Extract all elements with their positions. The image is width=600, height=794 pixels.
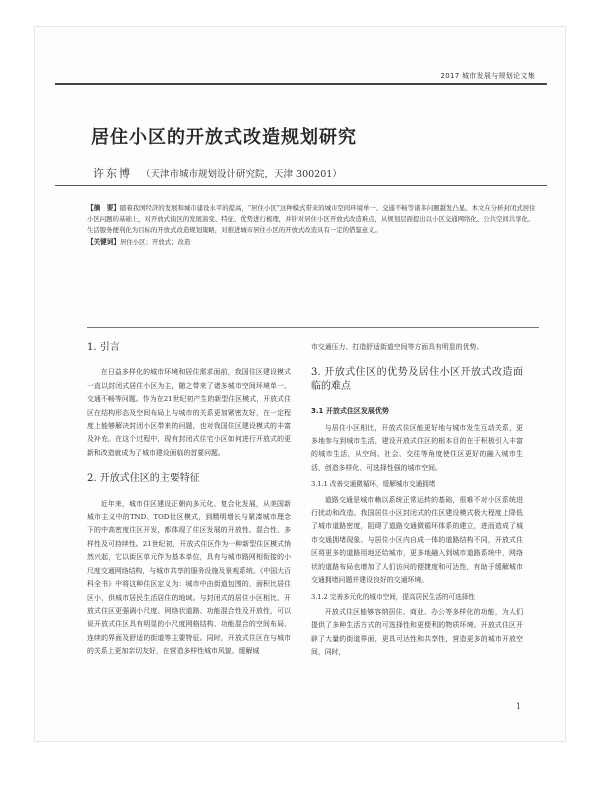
body-paragraph: 在日益多样化的城市环境和居住需求面前，我国住区建设模式一直以封闭式居住小区为主，随之带来了诸多城市空间环境单一、交通不畅等问题。作为在21世纪初产生的新型住区模式，开放式住区在结构形态及空间布局上与城市的关系更加紧密友好，在一定程度上能够解决封闭小区带来的问题，也对我国住区建设模式的丰富及补充。在这个过程中，现有封闭式住宅小区如何进行开放式的更新和改造就成为了城市建设面临的首要问题。 bbox=[87, 368, 291, 457]
section-heading-intro: 1. 引言 bbox=[87, 342, 120, 353]
keywords-block bbox=[87, 237, 539, 248]
section-heading-features: 2. 开放式住区的主要特征 bbox=[87, 473, 200, 485]
paper-page bbox=[34, 26, 566, 742]
author-affiliation: （天津市城市规划设计研究院，天津 300201） bbox=[141, 169, 342, 180]
author-name: 许东博 bbox=[93, 167, 132, 180]
subsubsection-heading: 3.1.2 完善多元化的城市空间，提高居民生活的可选择性 bbox=[311, 592, 475, 601]
header-rule bbox=[55, 83, 547, 85]
abstract-text: 随着我国经济的发展和城市建设水平的提高，“居住小区”这种模式带来的城市空间环境单一、交通不畅等诸多问题越发凸显。本文在分析封闭式居住小区问题的基础上，对开放式街区的发展演变、特征、优势进行梳理，并针对居住小区开放式改造难点，从规划层面提出以小区交通网络化、公共空间共享化、生活服务便利化为目标的开放式改造规划策略，对推进城市居住小区的开放式改造具有一定的借鉴意义。 bbox=[87, 204, 536, 235]
subsubsection-heading: 3.1.1 改善交通微循环，缓解城市交通拥堵 bbox=[311, 480, 436, 489]
body-paragraph: 与居住小区相比，开放式住区能更好地与城市发生互动关系，更多地参与到城市生活，建设开放式住区的根本目的在于积极引入丰富的城市生活，从空间、社会、交往等角度使住区更好的融入城市生活，创造多样化、可选择性强的城市空间。 bbox=[311, 423, 523, 472]
left-column bbox=[87, 341, 291, 659]
keywords-text: 居住小区；开放式；改造 bbox=[119, 237, 191, 246]
title-rule bbox=[55, 185, 547, 186]
body-paragraph-continued: 市交通压力、打造舒适街道空间等方面具有明显的优势。 bbox=[311, 343, 484, 351]
subsection-heading: 3.1 开放式住区发展优势 bbox=[311, 407, 389, 416]
page-number: 1 bbox=[515, 702, 521, 711]
abstract-rule bbox=[87, 327, 539, 328]
body-paragraph: 道路交通是城市赖以系统正常运转的基础，很难不对小区系统进行扰动和改造。我国居住小区封闭式的住区建设模式极大程度上降低了城市道路密度，阻碍了道路交通微循环体系的建立，进而造成了城市交通拥堵现象。与居住小区内自成一体的道路结构不同，开放式住区将更多的道路用地还给城市，更多地融入到城市道路系统中，网络状的道路布局也增加了人们访问的便捷度和可达性，有助于缓解城市交通拥堵问题并建设良好的交通环境。 bbox=[311, 495, 523, 585]
right-column bbox=[311, 341, 523, 660]
body-paragraph: 开放式住区能够容纳居住、商业、办公等多样化的功能，为人们提供了多种生活方式的可选择性和更便利的物质环境。开放式住区开辟了大量的街道界面，更具可达性和共享性，营造更多的城市开放空间，同时， bbox=[311, 607, 523, 657]
abstract-label: 【摘 要】 bbox=[87, 204, 120, 212]
section-heading-advantages: 3. 开放式住区的优势及居住小区开放式改造面临的难点 bbox=[311, 367, 523, 392]
abstract-text-block bbox=[87, 203, 539, 237]
body-paragraph: 近年来，城市住区建设正朝向多元化、复合化发展，从美国新城市主义中的TND、TOD社区模式，到精明增长与紧凑城市理念下的中高密度住区开发，都体现了住区发展的开放性、混合性、多样性及可持续性。21世纪初，开放式住区作为一种新型住区模式悄然兴起，它以街区单元作为基本单位，具有与城市路网相衔接的小尺度交通网络结构，与城市共享的服务设施及景观系统。《中国大百科全书》中将这种住区定义为：城市中由街道包围的，面积比居住区小，供城市居民生活居住的地域。与封闭式的居住小区相比，开放式住区更强调小尺度、网络状道路、功能混合性及开放性，可以说开放式住区具有明显的小尺度网格结构、功能混合的空间布局、连续的界面及舒适的街道等主要特征。同时，开放式住区在与城市的关系上更加亲切友好，在营造多样性城市风貌、缓解城 bbox=[87, 499, 291, 656]
running-header: 2017 城市发展与规划论文集 bbox=[440, 72, 535, 80]
keywords-label: 【关键词】 bbox=[87, 237, 120, 246]
author-line bbox=[93, 165, 342, 181]
abstract bbox=[87, 203, 539, 248]
paper-title: 居住小区的开放式改造规划研究 bbox=[91, 127, 357, 148]
